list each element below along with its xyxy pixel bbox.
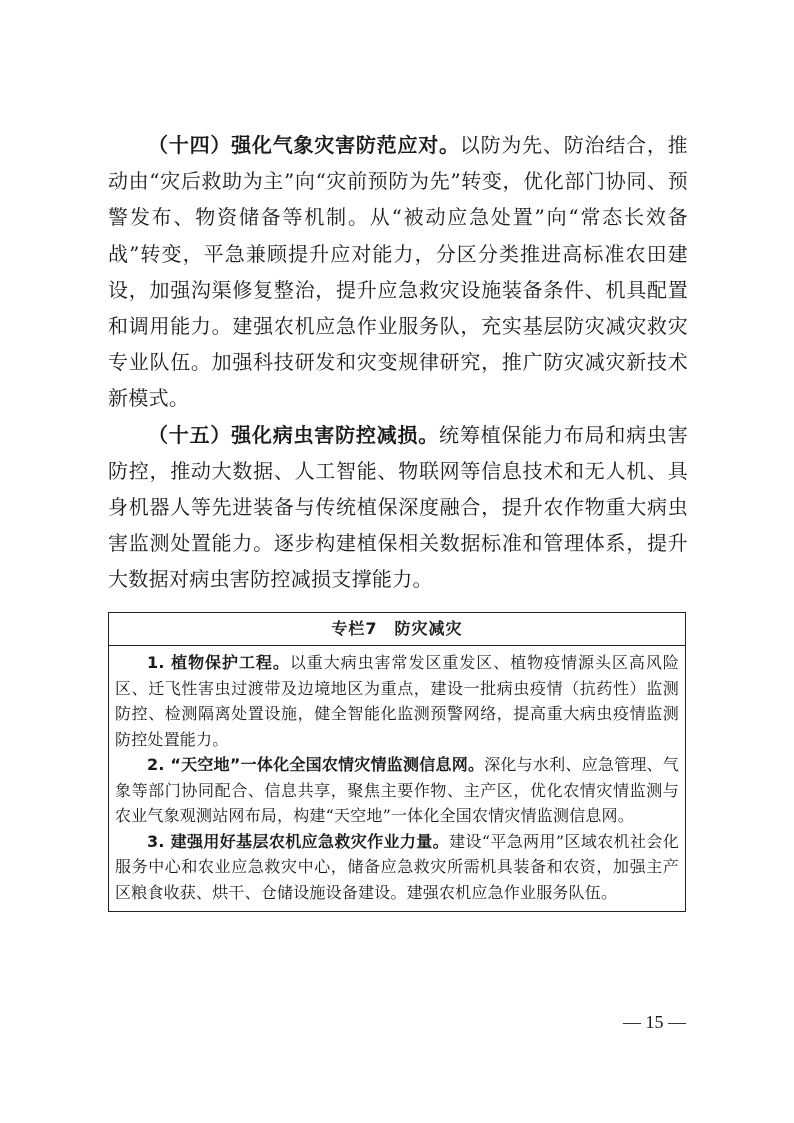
feature-item-1	[115, 650, 679, 752]
feature-item-3-body: 建设“平急两用”区域农机社会化服务中心和农业应急救灾中心，储备应急救灾所需机具装备和农资，加强主产区粮食收获、烘干、仓储设施设备建设。建强农机应急作业服务队伍。	[115, 831, 679, 902]
feature-item-3-heading: 3. 建强用好基层农机应急救灾作业力量。	[147, 831, 450, 851]
feature-item-2-body: 深化与水利、应急管理、气象等部门协同配合、信息共享，聚焦主要作物、主产区，优化农情灾情监测与农业气象观测站网布局，构建“天空地”一体化全国农情灾情监测信息网。	[115, 755, 679, 825]
feature-item-2	[115, 752, 679, 829]
section-14	[108, 127, 688, 417]
feature-item-1-heading: 1. 植物保护工程。	[147, 653, 290, 672]
section-14-heading: （十四）强化气象灾害防范应对。	[148, 133, 460, 157]
section-14-body: 以防为先、防治结合，推动由“灾后救助为主”向“灾前预防为先”转变，优化部门协同、预警发布、物资储备等机制。从“被动应急处置”向“常态长效备战”转变，平急兼顾提升应对能力，分区分类推进高标准农田建设，加强沟渠修复整治，提升应急救灾设施装备条件、机具配置和调用能力。建强农机应急作业服务队，充实基层防灾减灾救灾专业队伍。加强科技研发和灾变规律研究，推广防灾减灾新技术新模式。	[108, 133, 688, 411]
feature-item-1-body: 以重大病虫害常发区重发区、植物疫情源头区高风险区、迁飞性害虫过渡带及边境地区为重点，建设一批病虫疫情（抗药性）监测防控、检测隔离处置设施，健全智能化监测预警网络，提高重大病虫疫情监测防控处置能力。	[115, 653, 679, 749]
feature-item-3	[115, 829, 679, 906]
section-15	[108, 417, 688, 598]
section-15-heading: （十五）强化病虫害防控减损。	[148, 422, 440, 447]
page-number: — 15 —	[623, 1012, 686, 1032]
feature-item-2-heading: 2. “天空地”一体化全国农情灾情监测信息网。	[147, 755, 485, 774]
feature-box-title: 专栏7 防灾减灾	[109, 613, 685, 646]
feature-box	[108, 612, 686, 912]
main-text	[108, 127, 688, 598]
section-15-body: 统筹植保能力布局和病虫害防控，推动大数据、人工智能、物联网等信息技术和无人机、具身机器人等先进装备与传统植保深度融合，提升农作物重大病虫害监测处置能力。逐步构建植保相关数据标准和管理体系，提升大数据对病虫害防控减损支撑能力。	[108, 422, 688, 592]
feature-box-body	[109, 646, 685, 911]
